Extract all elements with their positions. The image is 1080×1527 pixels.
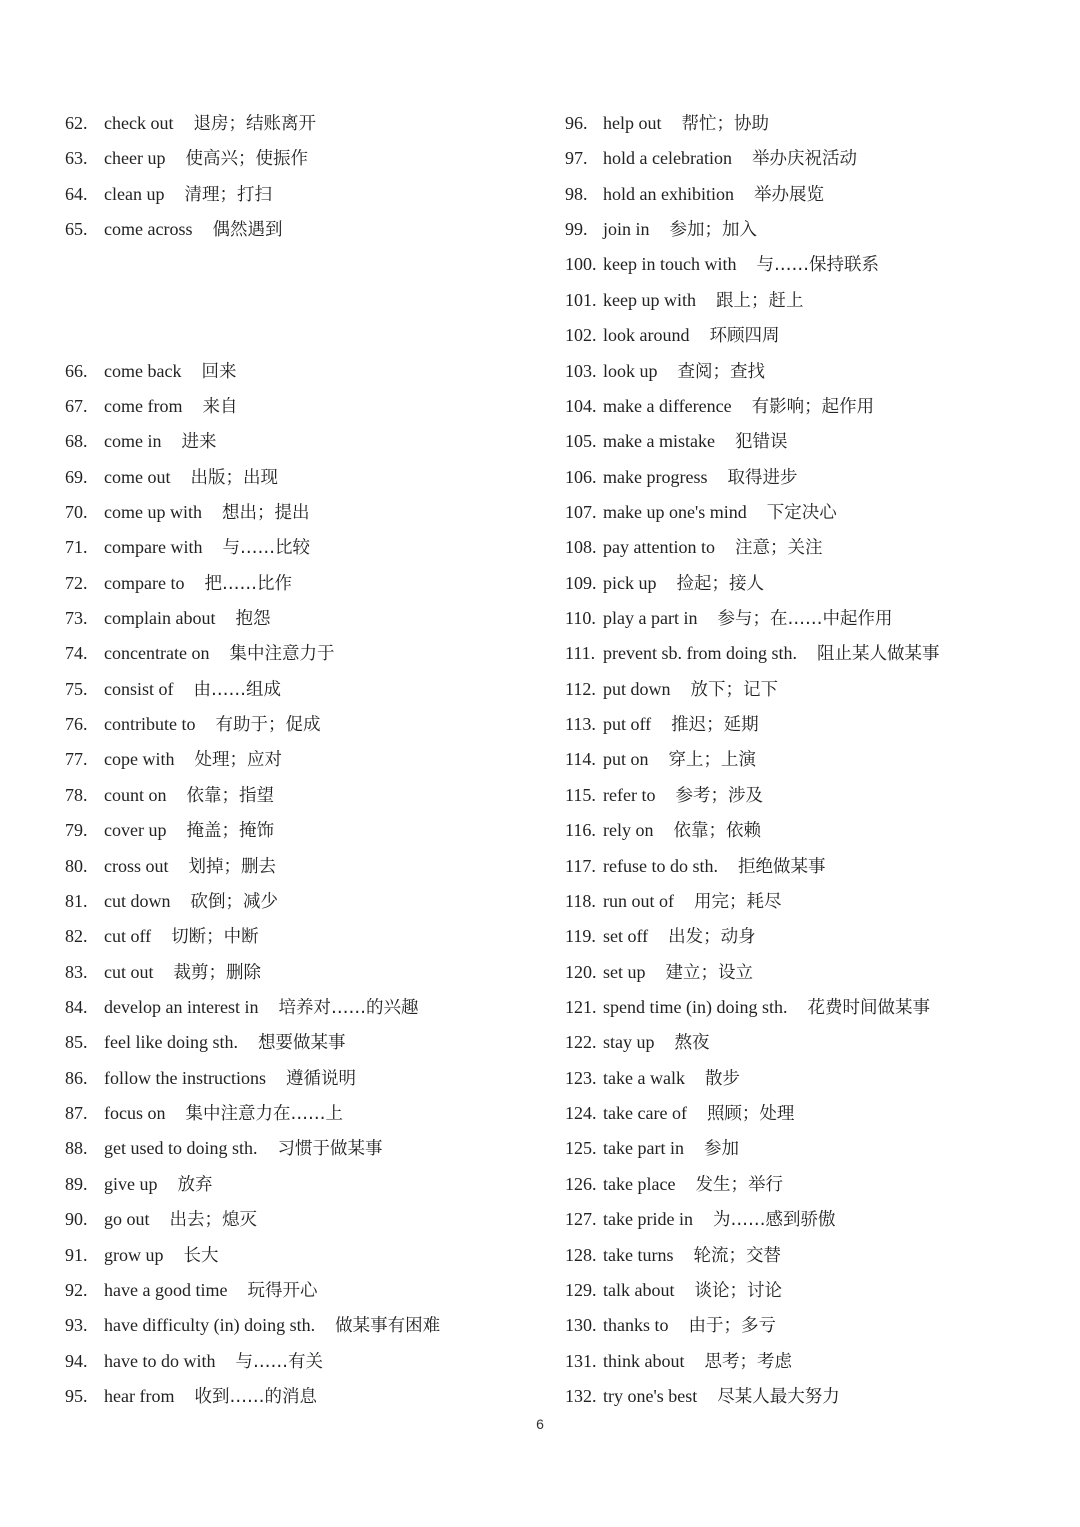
chinese-meaning: 长大: [183, 1245, 219, 1266]
entry-number: 122.: [565, 1032, 597, 1053]
english-phrase: have to do with: [104, 1350, 216, 1371]
phrase-entry: [65, 601, 440, 636]
entry-number: 120.: [565, 961, 597, 982]
chinese-meaning: 回来: [201, 361, 237, 382]
phrase-entry: [565, 601, 939, 636]
chinese-meaning: 出版；出现: [190, 467, 278, 488]
entry-number: 121.: [565, 996, 597, 1017]
english-phrase: refuse to do sth.: [603, 855, 718, 876]
english-phrase: make progress: [603, 466, 708, 487]
phrase-entry: [565, 1273, 939, 1308]
chinese-meaning: 拒绝做某事: [737, 856, 826, 877]
phrase-entry: [565, 212, 939, 247]
english-phrase: put down: [603, 678, 671, 699]
entry-number: 74.: [65, 643, 88, 664]
phrase-entry: [565, 884, 939, 919]
chinese-meaning: 推迟；延期: [671, 715, 759, 736]
english-phrase: look up: [603, 360, 658, 381]
chinese-meaning: 跟上；赶上: [715, 290, 804, 311]
entry-number: 81.: [65, 890, 88, 911]
english-phrase: keep up with: [603, 289, 696, 310]
entry-number: 79.: [65, 820, 88, 841]
english-phrase: take a walk: [603, 1067, 685, 1088]
chinese-meaning: 集中注意力在……上: [185, 1104, 343, 1125]
entry-number: 124.: [565, 1103, 597, 1124]
entry-number: 132.: [565, 1385, 597, 1406]
english-phrase: come from: [104, 395, 183, 416]
right-column: [565, 106, 939, 1414]
phrase-entry: [565, 919, 939, 954]
english-phrase: make a difference: [603, 395, 732, 416]
chinese-meaning: 进来: [181, 432, 217, 453]
english-phrase: come across: [104, 219, 193, 240]
phrase-entry: [65, 778, 440, 813]
chinese-meaning: 注意；关注: [734, 538, 823, 559]
english-phrase: feel like doing sth.: [104, 1032, 238, 1053]
english-phrase: cut off: [104, 926, 152, 947]
chinese-meaning: 与……有关: [235, 1351, 323, 1372]
chinese-meaning: 抱怨: [235, 609, 271, 630]
entry-number: 104.: [565, 395, 597, 416]
english-phrase: look around: [603, 325, 690, 346]
chinese-meaning: 切断；中断: [171, 927, 259, 948]
phrase-entry: [565, 1061, 939, 1096]
entry-number: 119.: [565, 926, 596, 947]
entry-number: 131.: [565, 1350, 597, 1371]
chinese-meaning: 来自: [202, 396, 238, 417]
entry-number: 94.: [65, 1350, 88, 1371]
english-phrase: follow the instructions: [104, 1067, 266, 1088]
phrase-entry: [565, 1025, 939, 1060]
phrase-entry: [65, 212, 440, 247]
chinese-meaning: 做某事有困难: [335, 1316, 441, 1337]
english-phrase: compare to: [104, 572, 185, 593]
entry-number: 65.: [65, 219, 88, 240]
chinese-meaning: 帮忙；协助: [681, 114, 769, 134]
phrase-entry: [565, 530, 939, 565]
phrase-entry: [65, 884, 440, 919]
entry-number: 103.: [565, 360, 597, 381]
chinese-meaning: 与……比较: [222, 538, 310, 559]
entry-number: 106.: [565, 466, 597, 487]
english-phrase: rely on: [603, 820, 654, 841]
chinese-meaning: 偶然遇到: [212, 220, 283, 241]
entry-number: 112.: [565, 678, 596, 699]
entry-number: 127.: [565, 1209, 597, 1230]
phrase-entry: [65, 389, 440, 424]
phrase-entry: [65, 1202, 440, 1237]
english-phrase: take pride in: [603, 1209, 693, 1230]
entry-number: 101.: [565, 289, 597, 310]
chinese-meaning: 放弃: [177, 1174, 213, 1195]
entry-number: 64.: [65, 183, 88, 204]
chinese-meaning: 用完；耗尽: [694, 891, 782, 912]
entry-number: 78.: [65, 784, 88, 805]
entry-number: 88.: [65, 1138, 88, 1159]
phrase-entry: [65, 849, 440, 884]
phrase-entry: [65, 354, 440, 389]
entry-number: 83.: [65, 961, 88, 982]
entry-number: 76.: [65, 714, 88, 735]
chinese-meaning: 照顾；处理: [706, 1104, 795, 1125]
chinese-meaning: 谈论；讨论: [694, 1280, 782, 1301]
entry-number: 89.: [65, 1173, 88, 1194]
phrase-entry: [565, 318, 939, 353]
english-phrase: take care of: [603, 1103, 687, 1124]
entry-number: 85.: [65, 1032, 88, 1053]
phrase-entry: [65, 1273, 440, 1308]
entry-number: 77.: [65, 749, 88, 770]
phrase-entry: [565, 106, 939, 141]
entry-number: 68.: [65, 431, 88, 452]
phrase-entry: [565, 1131, 939, 1166]
entry-number: 102.: [565, 325, 597, 346]
entry-number: 109.: [565, 572, 597, 593]
phrase-entry: [65, 1238, 440, 1273]
entry-number: 129.: [565, 1279, 597, 1300]
english-phrase: join in: [603, 219, 650, 240]
phrase-entry: [65, 106, 440, 141]
english-phrase: develop an interest in: [104, 997, 259, 1017]
entry-number: 99.: [565, 219, 588, 240]
phrase-entry: [565, 778, 939, 813]
english-phrase: give up: [104, 1173, 158, 1194]
english-phrase: take turns: [603, 1244, 674, 1265]
entry-number: 70.: [65, 501, 88, 522]
entry-number: 110.: [565, 608, 596, 629]
entry-number: 93.: [65, 1315, 88, 1336]
phrase-entry: [565, 247, 939, 282]
phrase-entry: [565, 141, 939, 176]
english-phrase: come in: [104, 431, 162, 452]
entry-number: 116.: [565, 820, 596, 841]
chinese-meaning: 想要做某事: [257, 1033, 346, 1054]
english-phrase: set up: [603, 961, 646, 982]
english-phrase: take part in: [603, 1138, 684, 1159]
chinese-meaning: 处理；应对: [194, 750, 282, 771]
chinese-meaning: 熬夜: [674, 1033, 710, 1054]
english-phrase: get used to doing sth.: [104, 1138, 258, 1159]
chinese-meaning: 遵循说明: [285, 1068, 356, 1089]
phrase-entry: [565, 283, 939, 318]
english-phrase: compare with: [104, 537, 203, 558]
phrase-entry: [565, 707, 939, 742]
english-phrase: count on: [104, 784, 167, 805]
entry-number: 105.: [565, 431, 597, 452]
phrase-entry: [65, 1167, 440, 1202]
entry-number: 107.: [565, 501, 597, 522]
entry-number: 92.: [65, 1279, 88, 1300]
phrase-entry: [565, 177, 939, 212]
chinese-meaning: 使高兴；使振作: [185, 149, 308, 170]
entry-number: 69.: [65, 466, 88, 487]
entry-number: 128.: [565, 1244, 597, 1265]
chinese-meaning: 举办庆祝活动: [751, 149, 857, 170]
chinese-meaning: 放下；记下: [690, 679, 778, 700]
phrase-entry: [65, 1379, 440, 1414]
phrase-entry: [65, 566, 440, 601]
phrase-entry: [65, 530, 440, 565]
phrase-entry: [565, 1308, 939, 1343]
chinese-meaning: 掩盖；掩饰: [186, 821, 274, 842]
entry-number: 130.: [565, 1315, 597, 1336]
left-group-2: [65, 354, 440, 1415]
english-phrase: hold a celebration: [603, 148, 732, 169]
chinese-meaning: 轮流；交替: [693, 1245, 781, 1266]
phrase-entry: [565, 849, 939, 884]
phrase-entry: [65, 1025, 440, 1060]
entry-number: 82.: [65, 926, 88, 947]
phrase-entry: [565, 495, 939, 530]
english-phrase: cope with: [104, 749, 175, 770]
entry-number: 66.: [65, 360, 88, 381]
entry-number: 95.: [65, 1385, 88, 1406]
english-phrase: come back: [104, 360, 182, 381]
chinese-meaning: 取得进步: [727, 467, 798, 488]
chinese-meaning: 发生；举行: [695, 1174, 783, 1195]
chinese-meaning: 划掉；删去: [188, 856, 276, 877]
entry-number: 73.: [65, 608, 88, 629]
chinese-meaning: 收到……的消息: [194, 1386, 317, 1407]
english-phrase: cover up: [104, 820, 167, 841]
phrase-entry: [565, 1238, 939, 1273]
english-phrase: keep in touch with: [603, 254, 737, 275]
english-phrase: set off: [603, 926, 649, 947]
phrase-entry: [65, 141, 440, 176]
phrase-entry: [65, 424, 440, 459]
entry-number: 117.: [565, 855, 596, 876]
english-phrase: grow up: [104, 1244, 164, 1265]
blank-gap: [65, 247, 440, 353]
english-phrase: make a mistake: [603, 431, 715, 452]
english-phrase: go out: [104, 1209, 150, 1230]
chinese-meaning: 裁剪；删除: [173, 962, 261, 983]
phrase-entry: [565, 955, 939, 990]
english-phrase: consist of: [104, 678, 174, 699]
chinese-meaning: 退房；结账离开: [193, 114, 316, 134]
phrase-entry: [65, 707, 440, 742]
entry-number: 98.: [565, 183, 588, 204]
chinese-meaning: 出发；动身: [668, 927, 756, 948]
entry-number: 111.: [565, 643, 596, 664]
phrase-entry: [65, 460, 440, 495]
english-phrase: make up one's mind: [603, 501, 747, 522]
english-phrase: thanks to: [603, 1315, 669, 1336]
chinese-meaning: 有助于；促成: [215, 715, 321, 736]
chinese-meaning: 由于；多亏: [688, 1316, 776, 1337]
left-column: [65, 106, 440, 1414]
chinese-meaning: 犯错误: [734, 432, 788, 453]
entry-number: 75.: [65, 678, 88, 699]
phrase-entry: [565, 813, 939, 848]
chinese-meaning: 玩得开心: [247, 1280, 318, 1301]
phrase-entry: [565, 1202, 939, 1237]
entry-number: 86.: [65, 1067, 88, 1088]
chinese-meaning: 有影响；起作用: [751, 396, 875, 417]
chinese-meaning: 把……比作: [204, 573, 292, 594]
english-phrase: hear from: [104, 1385, 175, 1406]
entry-number: 97.: [565, 148, 588, 169]
phrase-entry: [65, 672, 440, 707]
entry-number: 115.: [565, 784, 596, 805]
english-phrase: take place: [603, 1173, 676, 1194]
phrase-entry: [565, 389, 939, 424]
english-phrase: cut out: [104, 961, 154, 982]
phrase-entry: [565, 424, 939, 459]
phrase-entry: [565, 1096, 939, 1131]
english-phrase: come up with: [104, 501, 202, 522]
phrase-entry: [65, 955, 440, 990]
phrase-entry: [565, 1379, 939, 1414]
chinese-meaning: 参考；涉及: [675, 785, 763, 806]
english-phrase: prevent sb. from doing sth.: [603, 643, 797, 664]
entry-number: 80.: [65, 855, 88, 876]
chinese-meaning: 想出；提出: [221, 502, 310, 523]
english-phrase: contribute to: [104, 714, 196, 735]
chinese-meaning: 为……感到骄傲: [712, 1210, 836, 1231]
entry-number: 108.: [565, 537, 597, 558]
phrase-entry: [65, 1308, 440, 1343]
phrase-entry: [565, 566, 939, 601]
phrase-entry: [65, 1344, 440, 1379]
chinese-meaning: 下定决心: [766, 502, 837, 523]
english-phrase: think about: [603, 1350, 685, 1371]
phrase-entry: [565, 990, 939, 1025]
chinese-meaning: 捡起；接人: [676, 573, 764, 594]
entry-number: 87.: [65, 1103, 88, 1124]
english-phrase: help out: [603, 113, 662, 133]
phrase-entry: [65, 636, 440, 671]
english-phrase: complain about: [104, 608, 216, 629]
chinese-meaning: 穿上；上演: [668, 750, 757, 771]
phrase-entry: [65, 1061, 440, 1096]
english-phrase: spend time (in) doing sth.: [603, 996, 788, 1017]
english-phrase: have a good time: [104, 1279, 228, 1300]
phrase-entry: [65, 1131, 440, 1166]
chinese-meaning: 阻止某人做某事: [816, 644, 940, 665]
phrase-entry: [565, 1344, 939, 1379]
english-phrase: hold an exhibition: [603, 183, 734, 204]
entry-number: 113.: [565, 714, 596, 735]
chinese-meaning: 习惯于做某事: [277, 1139, 383, 1160]
english-phrase: stay up: [603, 1032, 655, 1053]
chinese-meaning: 花费时间做某事: [807, 997, 930, 1018]
chinese-meaning: 与……保持联系: [756, 255, 879, 276]
english-phrase: check out: [104, 113, 174, 133]
phrase-entry: [565, 672, 939, 707]
english-phrase: try one's best: [603, 1385, 698, 1406]
page-number: 6: [536, 1416, 544, 1432]
left-group-1: [65, 106, 440, 247]
chinese-meaning: 由……组成: [193, 679, 281, 700]
chinese-meaning: 参加；加入: [669, 220, 758, 241]
chinese-meaning: 思考；考虑: [704, 1351, 792, 1372]
english-phrase: talk about: [603, 1279, 675, 1300]
chinese-meaning: 环顾四周: [709, 326, 780, 347]
chinese-meaning: 查阅；查找: [677, 361, 766, 382]
entry-number: 123.: [565, 1067, 597, 1088]
english-phrase: play a part in: [603, 608, 698, 629]
phrase-entry: [65, 990, 440, 1025]
english-phrase: have difficulty (in) doing sth.: [104, 1315, 316, 1336]
chinese-meaning: 依靠；依赖: [673, 821, 761, 842]
phrase-entry: [565, 742, 939, 777]
chinese-meaning: 举办展览: [753, 184, 824, 205]
english-phrase: cross out: [104, 855, 169, 876]
entry-number: 114.: [565, 749, 596, 770]
phrase-entry: [565, 460, 939, 495]
phrase-entry: [565, 636, 939, 671]
phrase-entry: [565, 354, 939, 389]
english-phrase: put on: [603, 749, 649, 770]
english-phrase: focus on: [104, 1103, 166, 1124]
chinese-meaning: 建立；设立: [665, 962, 753, 983]
entry-number: 126.: [565, 1173, 597, 1194]
chinese-meaning: 参与；在……中起作用: [717, 609, 893, 630]
chinese-meaning: 散步: [704, 1068, 740, 1089]
entry-number: 62.: [65, 113, 88, 133]
english-phrase: come out: [104, 466, 171, 487]
chinese-meaning: 参加: [703, 1139, 739, 1160]
english-phrase: refer to: [603, 784, 656, 805]
entry-number: 100.: [565, 254, 597, 275]
entry-number: 67.: [65, 395, 88, 416]
phrase-entry: [565, 1167, 939, 1202]
chinese-meaning: 培养对……的兴趣: [278, 998, 419, 1018]
english-phrase: pay attention to: [603, 537, 715, 558]
entry-number: 91.: [65, 1244, 88, 1265]
english-phrase: run out of: [603, 890, 674, 911]
entry-number: 96.: [565, 113, 588, 133]
phrase-entry: [65, 1096, 440, 1131]
phrase-entry: [65, 177, 440, 212]
chinese-meaning: 出去；熄灭: [169, 1210, 258, 1231]
phrase-entry: [65, 742, 440, 777]
entry-number: 118.: [565, 890, 596, 911]
entry-number: 125.: [565, 1138, 597, 1159]
entry-number: 63.: [65, 148, 88, 169]
chinese-meaning: 清理；打扫: [184, 184, 272, 205]
chinese-meaning: 集中注意力于: [229, 644, 335, 665]
entry-number: 71.: [65, 537, 88, 558]
entry-number: 90.: [65, 1209, 88, 1230]
english-phrase: clean up: [104, 183, 165, 204]
english-phrase: pick up: [603, 572, 657, 593]
phrase-entry: [65, 919, 440, 954]
english-phrase: cut down: [104, 890, 171, 911]
entry-number: 84.: [65, 997, 88, 1017]
english-phrase: put off: [603, 714, 652, 735]
phrase-entry: [65, 813, 440, 848]
chinese-meaning: 尽某人最大努力: [717, 1386, 840, 1407]
entry-number: 72.: [65, 572, 88, 593]
phrase-entry: [65, 495, 440, 530]
chinese-meaning: 依靠；指望: [186, 785, 274, 806]
english-phrase: cheer up: [104, 148, 166, 169]
english-phrase: concentrate on: [104, 643, 210, 664]
chinese-meaning: 砍倒；减少: [190, 891, 278, 912]
